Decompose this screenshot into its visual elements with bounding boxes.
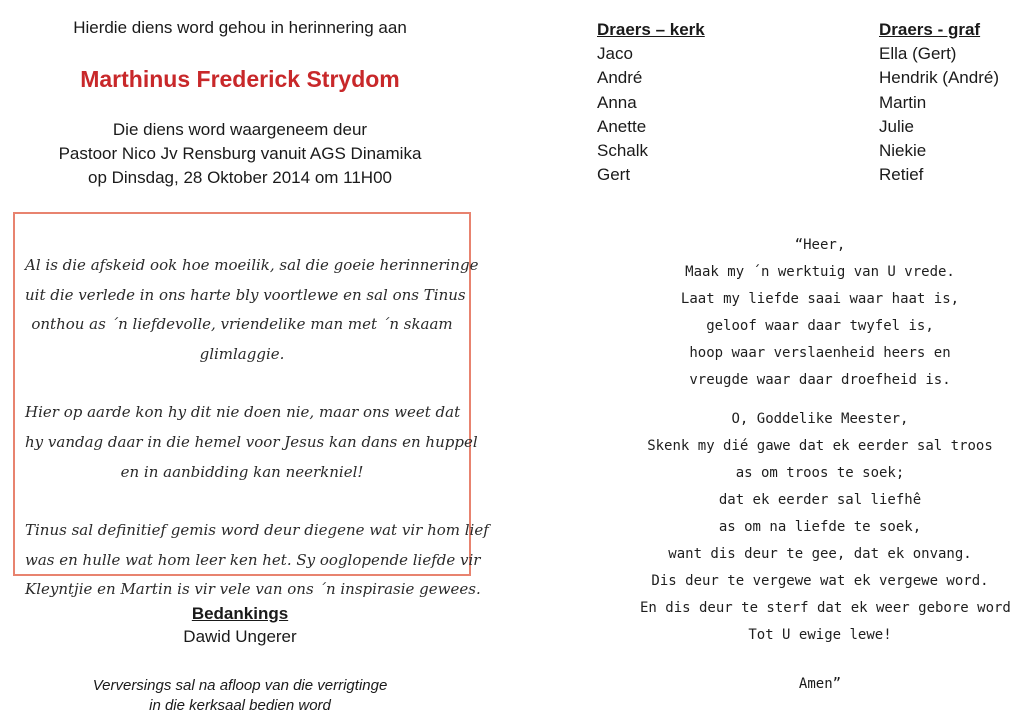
thanks-heading: Bedankings — [191, 604, 289, 623]
prayer-line: vreugde waar daar droefheid is. — [689, 372, 951, 388]
grave-bearers-heading: Draers - graf — [879, 20, 981, 39]
prayer-line: O, Goddelike Meester, — [731, 411, 909, 427]
bearer-name: Hendrik (André) — [879, 68, 999, 88]
prayer-text — [640, 232, 1011, 649]
church-bearers-list — [597, 18, 705, 187]
bearer-name: Anette — [597, 116, 647, 136]
tribute-line: was en hulle wat hom leer ken het. Sy ooglopende liefde vir — [25, 550, 481, 569]
tribute-box — [13, 212, 489, 599]
service-details — [0, 118, 480, 190]
bearer-name: Gert — [597, 165, 631, 185]
prayer-line: Dis deur te vergewe wat ek vergewe word. — [651, 573, 989, 589]
left-page — [0, 0, 489, 723]
bearer-name: Martin — [879, 92, 927, 112]
prayer-line: as om na liefde te soek, — [718, 519, 922, 535]
bearer-name: Retief — [879, 165, 924, 185]
tribute-line: onthou as ´n liefdevolle, vriendelike man met ´n skaam — [31, 315, 453, 334]
bearer-name: Ella (Gert) — [879, 44, 957, 64]
prayer-line: geloof waar daar twyfel is, — [706, 318, 934, 334]
service-line: op Dinsdag, 28 Oktober 2014 om 11H00 — [88, 168, 392, 187]
service-line: Die diens word waargeneem deur — [112, 120, 368, 139]
deceased-name: Marthinus Frederick Strydom — [80, 66, 400, 92]
bearer-name: Schalk — [597, 141, 649, 161]
prayer-line: dat ek eerder sal liefhê — [718, 492, 922, 508]
grave-bearers-list — [879, 18, 999, 187]
tribute-line: Tinus sal definitief gemis word deur diegene wat vir hom lief — [25, 521, 489, 540]
prayer-line: hoop waar verslaenheid heers en — [689, 345, 951, 361]
prayer-line: Skenk my dié gawe dat ek eerder sal troos — [647, 438, 993, 454]
prayer-line: Maak my ´n werktuig van U vrede. — [685, 264, 955, 280]
memorial-intro: Hierdie diens word gehou in herinnering aan — [73, 18, 407, 37]
tribute-line: Hier op aarde kon hy dit nie doen nie, maar ons weet dat — [25, 403, 461, 422]
service-line: Pastoor Nico Jv Rensburg vanuit AGS Dinamika — [58, 144, 422, 163]
bearer-name: Niekie — [879, 141, 927, 161]
tribute-line: uit die verlede in ons harte bly voortlewe en sal ons Tinus — [25, 285, 466, 304]
prayer-line: Laat my liefde saai waar haat is, — [680, 291, 960, 307]
prayer-line: “Heer, — [794, 237, 846, 253]
prayer-amen: Amen” — [798, 676, 842, 692]
right-page — [560, 0, 1024, 723]
note-line: in die kerksaal bedien word — [149, 697, 331, 714]
prayer-line: want dis deur te gee, dat ek onvang. — [668, 546, 972, 562]
prayer-line: En dis deur te sterf dat ek weer gebore word — [640, 600, 1011, 616]
bearer-name: Jaco — [597, 44, 633, 64]
bearer-name: Julie — [879, 116, 914, 136]
church-bearers-heading: Draers – kerk — [597, 20, 705, 39]
note-line: Verversings sal na afloop van die verrigtinge — [92, 677, 388, 694]
tribute-line: glimlaggie. — [199, 344, 285, 363]
prayer-stanza — [640, 232, 1000, 394]
tribute-line: Al is die afskeid ook hoe moeilik, sal die goeie herinneringe — [25, 256, 479, 274]
bearer-name: André — [597, 68, 643, 88]
prayer-line: as om troos te soek; — [735, 465, 905, 481]
bearer-name: Anna — [597, 92, 637, 112]
thanks-name: Dawid Ungerer — [183, 627, 297, 646]
tribute-line: Kleyntjie en Martin is vir vele van ons ´n inspirasie gewees. — [25, 580, 481, 599]
prayer-stanza — [640, 406, 1011, 649]
refreshments-note — [0, 676, 480, 716]
tribute-line: en in aanbidding kan neerkniel! — [120, 462, 364, 481]
tribute-line: hy vandag daar in die hemel voor Jesus kan dans en huppel — [25, 432, 478, 451]
prayer-line: Tot U ewige lewe! — [748, 627, 892, 643]
